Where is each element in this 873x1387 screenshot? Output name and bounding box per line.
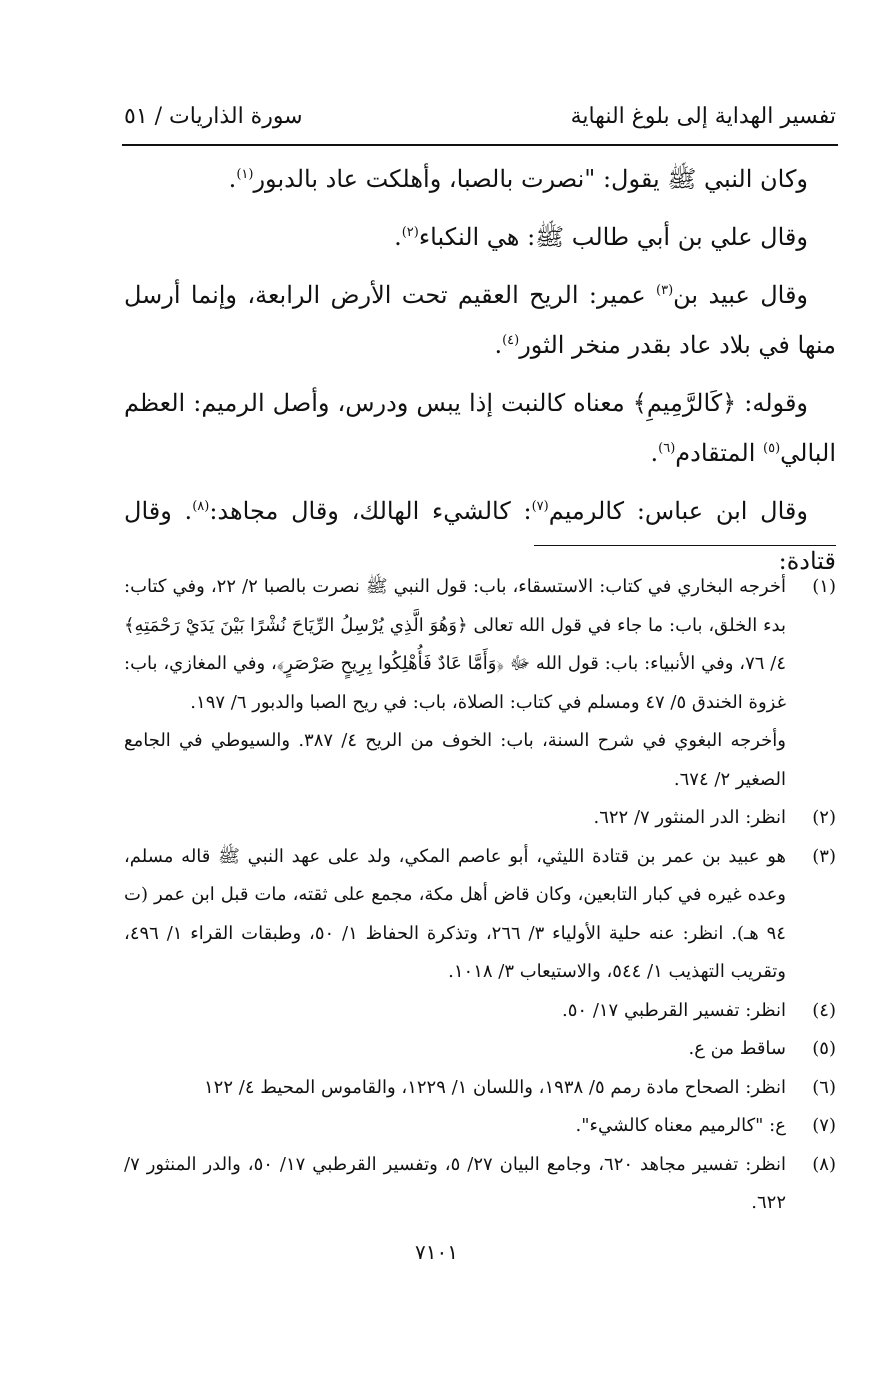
paragraph-text: وكان النبي ﷺ يقول: "نصرت بالصبا، وأهلكت عاد بالدبور [253,165,808,193]
footnote-number: (١) [812,576,836,597]
footnote-item [124,992,836,1031]
book-title: تفسير الهداية إلى بلوغ النهاية [570,103,836,129]
footnote-text: انظر: تفسير القرطبي ١٧/ ٥٠. [562,999,786,1021]
footnote-item [124,1146,836,1223]
footnote-subtext: وأخرجه البغوي في شرح السنة، باب: الخوف من الريح ٤/ ٣٨٧. والسيوطي في الجامع الصغير ٢/ ٦٧٤. [124,730,786,790]
footnote-item [124,799,836,838]
paragraph-2: وقال علي بن أبي طالب ﷺ: هي النكباء$^{(٢)}$. [394,223,808,251]
footnote-marker[interactable]: (٦) [658,441,676,456]
footnote-number: (٣) [812,845,836,867]
footnote-number: (٥) [812,1038,836,1059]
footnote-text: ساقط من ع. [688,1038,786,1059]
main-text [124,154,836,594]
footnote-marker[interactable]: (١) [236,167,254,182]
surah-title: سورة الذاريات / ٥١ [124,103,303,129]
footnote-text: أخرجه البخاري في كتاب: الاستسقاء، باب: قول النبي ﷺ نصرت بالصبا ٢/ ٢٢، وفي كتاب: بدء الخلق، باب: ما جاء في قول الله تعالى ﴿وَهُوَ الَّذِي يُرْسِلُ الرِّيَاحَ نُشْرًا بَيْنَ يَدَيْ رَحْمَتِهِ﴾ ٤/ ٧٦، وفي الأنبياء: باب: قول الله ﷻ ﴿وَأَمَّا عَادٌ فَأُهْلِكُوا بِرِيحٍ صَرْصَرٍ﴾، وفي المغازي، باب: غزوة الخندق ٥/ ٤٧ ومسلم في كتاب: الصلاة، باب: في ريح الصبا والدبور ٦/ ١٩٧. [124,576,786,713]
footnote-text: انظر: تفسير مجاهد ٦٢٠، وجامع البيان ٢٧/ ٥، وتفسير القرطبي ١٧/ ٥٠، والدر المنثور ٧/ ٦٢٢. [124,1153,786,1213]
paragraph-text: وقال علي بن أبي طالب ﷺ: هي النكباء [418,223,808,251]
footnote-item [124,1030,836,1069]
footnote-number: (٨) [812,1153,836,1175]
footnote-marker[interactable]: (٣) [656,283,674,298]
footnote-marker[interactable]: (٤) [502,333,520,348]
footnote-divider [534,545,836,546]
footnote-marker[interactable]: (٨) [192,499,210,514]
footnote-text: انظر: الدر المنثور ٧/ ٦٢٢. [593,807,786,828]
footnote-marker[interactable]: (٥) [763,441,781,456]
paragraph-text: وقال عبيد بن [673,281,809,309]
footnotes [124,568,836,1223]
footnote-text: هو عبيد بن عمر بن قتادة الليثي، أبو عاصم المكي، ولد على عهد النبي ﷺ قاله مسلم، وعده غيره في كبار التابعين، وكان قاض أهل مكة، مجمع على ثقته، مات قبل ابن عمر (ت ٩٤ هـ). انظر: عنه حلية الأولياء ٣/ ٢٦٦، وتذكرة الحفاظ ١/ ٥٠، وطبقات القراء ١/ ٤٩٦، وتقريب التهذيب ١/ ٥٤٤، والاستيعاب ٣/ ١٠١٨. [124,845,786,982]
page-number: ٧١٠١ [415,1240,458,1264]
footnote-number: (٤) [812,999,836,1021]
footnote-number: (٢) [812,807,836,828]
paragraph-3: وقال عبيد بن$^{(٣)}$ عمير: الريح العقيم تحت الأرض الرابعة، وإنما أرسل منها في بلاد عاد بقدر منخر الثور$^{(٤)}$. [124,281,836,359]
footnote-item [124,1069,836,1108]
footnote-item [124,1107,836,1146]
footnote-item [124,838,836,992]
paragraph-4: وقوله: ﴿كَالرَّمِيمِ﴾ معناه كالنبت إذا يبس ودرس، وأصل الرميم: العظم البالي$^{(٥)}$ المتقادم$^{(٦)}$. [124,389,836,467]
footnote-number: (٦) [812,1076,836,1098]
running-header [124,98,836,134]
footnote-text: ع: "كالرميم معناه كالشيء". [575,1115,786,1136]
footnote-item [124,568,836,799]
paragraph-5: وقال ابن عباس: كالرميم$^{(٧)}$: كالشيء الهالك، وقال مجاهد:$^{(٨)}$. وقال قتادة: [124,497,836,575]
footnote-marker[interactable]: (٧) [531,499,549,514]
footnote-text: انظر: الصحاح مادة رمم ٥/ ١٩٣٨، واللسان ١/ ١٢٢٩، والقاموس المحيط ٤/ ١٢٢ [204,1076,786,1098]
footnote-number: (٧) [812,1115,836,1136]
paragraph-1: وكان النبي ﷺ يقول: "نصرت بالصبا، وأهلكت عاد بالدبور$^{(١)}$. [228,165,808,193]
quran-verse: ﴿كَالرَّمِيمِ﴾ [632,389,737,417]
header-divider [122,144,838,146]
footnote-marker[interactable]: (٢) [401,225,419,240]
